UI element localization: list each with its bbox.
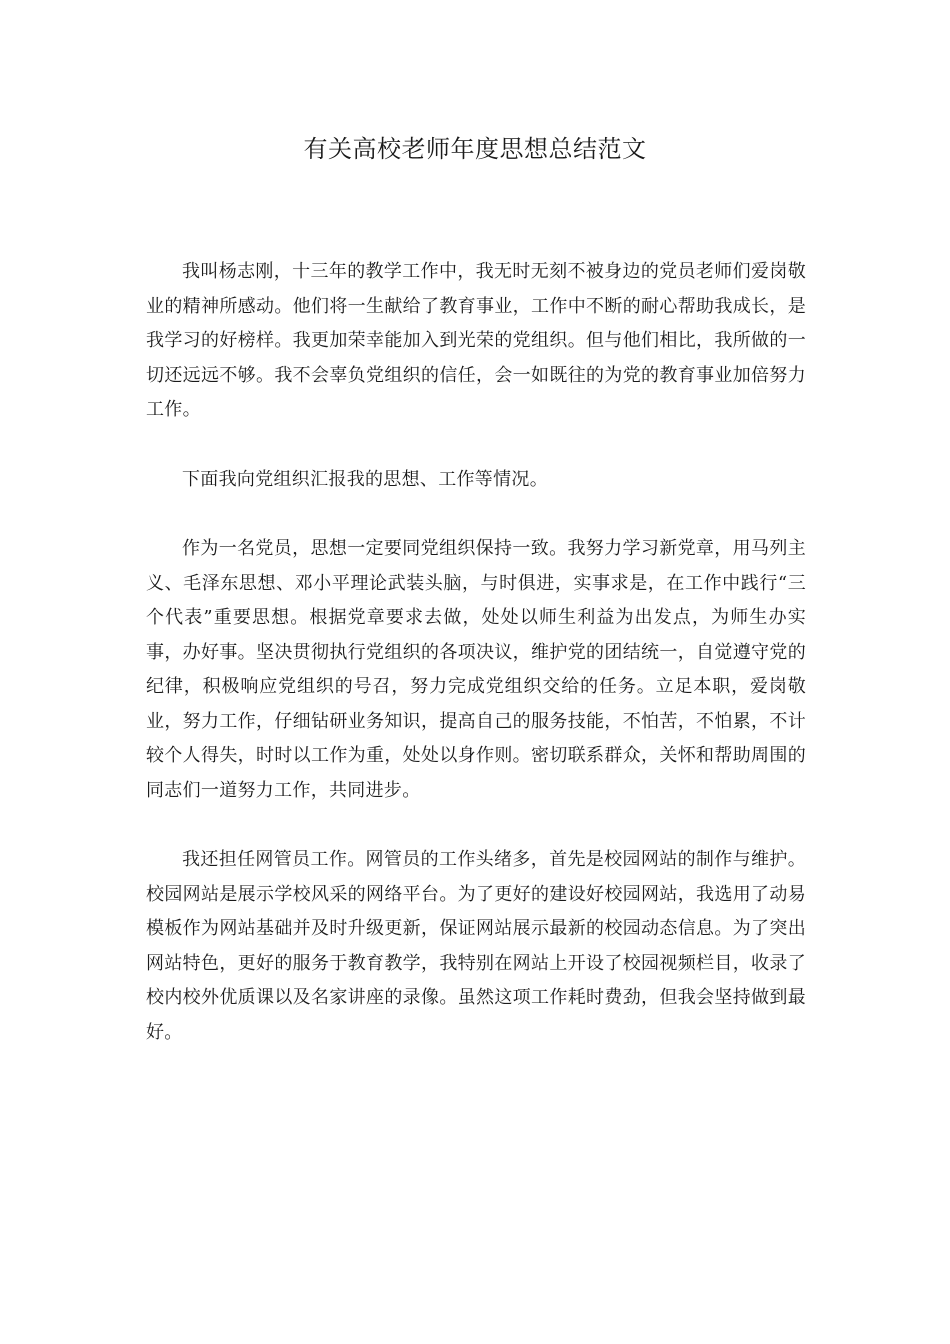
document-body (146, 255, 806, 1050)
paragraph-report-intro: 下面我向党组织汇报我的思想、工作等情况。 (182, 468, 548, 490)
paragraph-introduction: 我叫杨志刚，十三年的教学工作中，我无时无刻不被身边的党员老师们爱岗敬业的精神所感动。他们将一生献给了教育事业，工作中不断的耐心帮助我成长，是我学习的好榜样。我更加荣幸能加入到光荣的党组织。但与他们相比，我所做的一切还远远不够。我不会辜负党组织的信任，会一如既往的为党的教育事业加倍努力工作。 (146, 261, 806, 420)
paragraph-ideology: 作为一名党员，思想一定要同党组织保持一致。我努力学习新党章，用马列主义、毛泽东思想、邓小平理论武装头脑，与时俱进，实事求是，在工作中践行“三个代表”重要思想。根据党章要求去做，处处以师生利益为出发点，为师生办实事，办好事。坚决贯彻执行党组织的各项决议，维护党的团结统一，自觉遵守党的纪律，积极响应党组织的号召，努力完成党组织交给的任务。立足本职，爱岗敬业，努力工作，仔细钻研业务知识，提高自己的服务技能，不怕苦，不怕累，不计较个人得失，时时以工作为重，处处以身作则。密切联系群众，关怀和帮助周围的同志们一道努力工作，共同进步。 (146, 538, 806, 801)
paragraph-network-admin: 我还担任网管员工作。网管员的工作头绪多，首先是校园网站的制作与维护。校园网站是展示学校风采的网络平台。为了更好的建设好校园网站，我选用了动易模板作为网站基础并及时升级更新，保证网站展示最新的校园动态信息。为了突出网站特色，更好的服务于教育教学，我特别在网站上开设了校园视频栏目，收录了校内校外优质课以及名家讲座的录像。虽然这项工作耗时费劲，但我会坚持做到最好。 (146, 849, 806, 1043)
document-title: 有关高校老师年度思想总结范文 (303, 135, 647, 163)
